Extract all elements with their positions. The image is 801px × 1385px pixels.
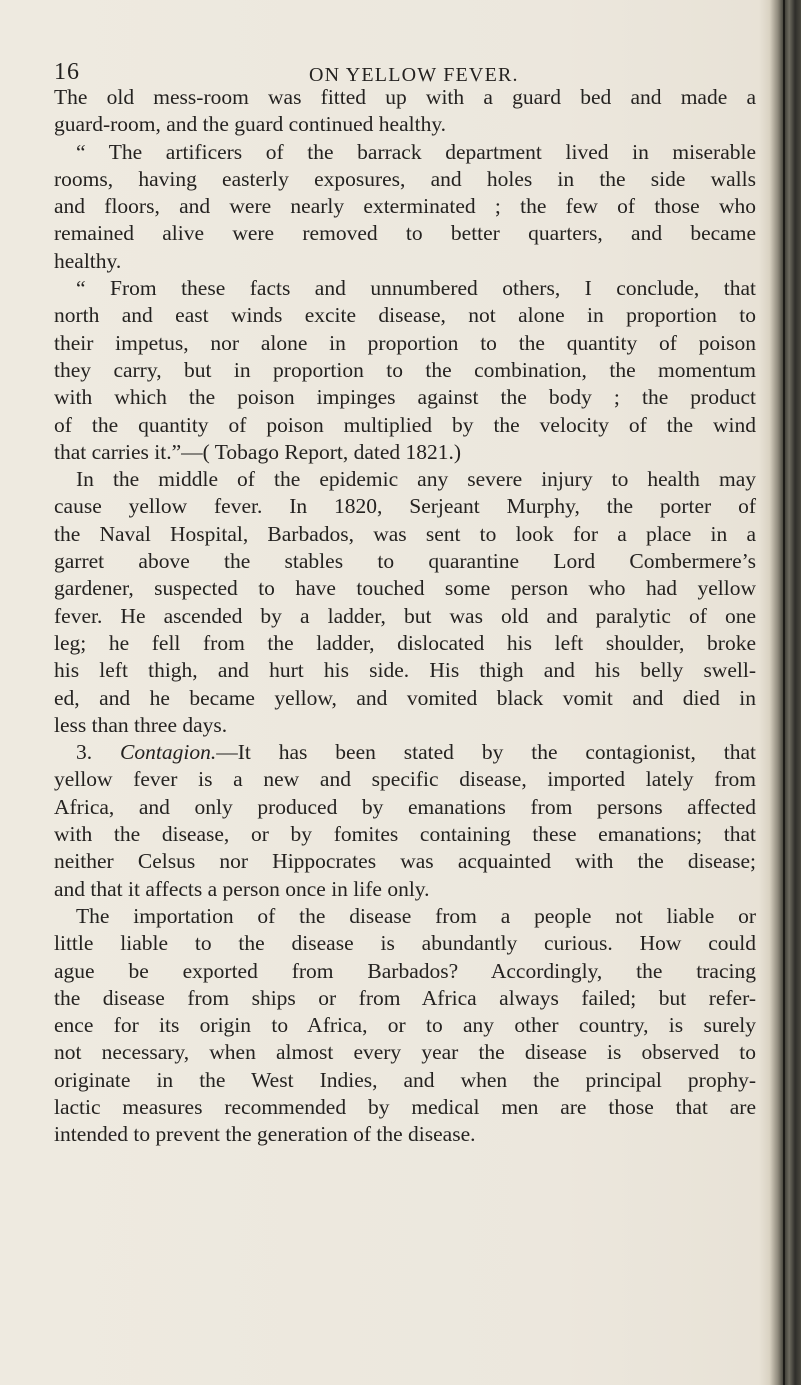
text-line: In the middle of the epidemic any severe injury to health may [76, 467, 756, 492]
text-line: they carry, but in proportion to the combination, the momentum [54, 357, 756, 382]
text-line: rooms, having easterly exposures, and holes in the side walls [54, 166, 756, 191]
text-line: leg; he fell from the ladder, dislocated his left shoulder, broke [54, 630, 756, 655]
text-line: and that it affects a person once in life only. [54, 876, 430, 901]
text-line: the Naval Hospital, Barbados, was sent to look for a place in a [54, 521, 756, 546]
text-line: ed, and he became yellow, and vomited black vomit and died in [54, 685, 756, 710]
text-line: originate in the West Indies, and when the principal prophy- [54, 1067, 756, 1092]
text-line: Africa, and only produced by emanations from persons affected [54, 794, 756, 819]
text-line: healthy. [54, 248, 122, 273]
page-number: 16 [54, 59, 80, 85]
text-line [54, 739, 756, 766]
text-line: of the quantity of poison multiplied by the velocity of the wind [54, 412, 756, 437]
text-line: ence for its origin to Africa, or to any other country, is surely [54, 1013, 756, 1038]
text-line: lactic measures recommended by medical men are those that are [54, 1094, 756, 1119]
text-line: intended to prevent the generation of the disease. [54, 1122, 476, 1147]
text-line: not necessary, when almost every year the disease is observed to [54, 1040, 756, 1065]
line-text: —It has been stated by the contagionist, that [216, 740, 756, 765]
text-line: neither Celsus nor Hippocrates was acquainted with the disease; [54, 849, 756, 874]
text-line: with which the poison impinges against the body ; the product [54, 385, 756, 410]
text-line: “ From these facts and unnumbered others, I conclude, that [76, 276, 756, 301]
text-line: The importation of the disease from a people not liable or [76, 903, 756, 928]
text-line: gardener, suspected to have touched some person who had yellow [54, 576, 756, 601]
text-line: their impetus, nor alone in proportion to the quantity of poison [54, 330, 756, 355]
section-heading: Contagion. [120, 740, 217, 765]
text-line: remained alive were removed to better quarters, and became [54, 221, 756, 246]
text-line: north and east winds excite disease, not alone in proportion to [54, 303, 756, 328]
text-line: less than three days. [54, 712, 228, 737]
text-line: guard-room, and the guard continued healthy. [54, 112, 447, 137]
page-edge-line [783, 0, 785, 1385]
text-line: little liable to the disease is abundantly curious. How could [54, 931, 756, 956]
text-line: cause yellow fever. In 1820, Serjeant Murphy, the porter of [54, 494, 756, 519]
line-text: 3. [76, 740, 121, 765]
text-line: fever. He ascended by a ladder, but was old and paralytic of one [54, 603, 756, 628]
text-line: garret above the stables to quarantine Lord Combermere’s [54, 549, 756, 574]
text-line: The old mess-room was fitted up with a guard bed and made a [54, 85, 756, 109]
text-line: and floors, and were nearly exterminated ; the few of those who [54, 194, 756, 219]
text-line: his left thigh, and hurt his side. His thigh and his belly swell- [54, 658, 756, 683]
text-line: with the disease, or by fomites containing these emanations; that [54, 822, 756, 847]
text-line: yellow fever is a new and specific disease, imported lately from [54, 767, 756, 792]
text-line: ague be exported from Barbados? Accordingly, the tracing [54, 958, 756, 983]
page-binding-edge [759, 0, 801, 1385]
text-line: “ The artificers of the barrack department lived in miserable [76, 139, 756, 164]
running-head: ON YELLOW FEVER. [309, 64, 519, 86]
text-line: the disease from ships or from Africa always failed; but refer- [54, 985, 756, 1010]
body-text [54, 84, 756, 1149]
text-line: that carries it.”—( Tobago Report, dated 1821.) [54, 439, 462, 464]
